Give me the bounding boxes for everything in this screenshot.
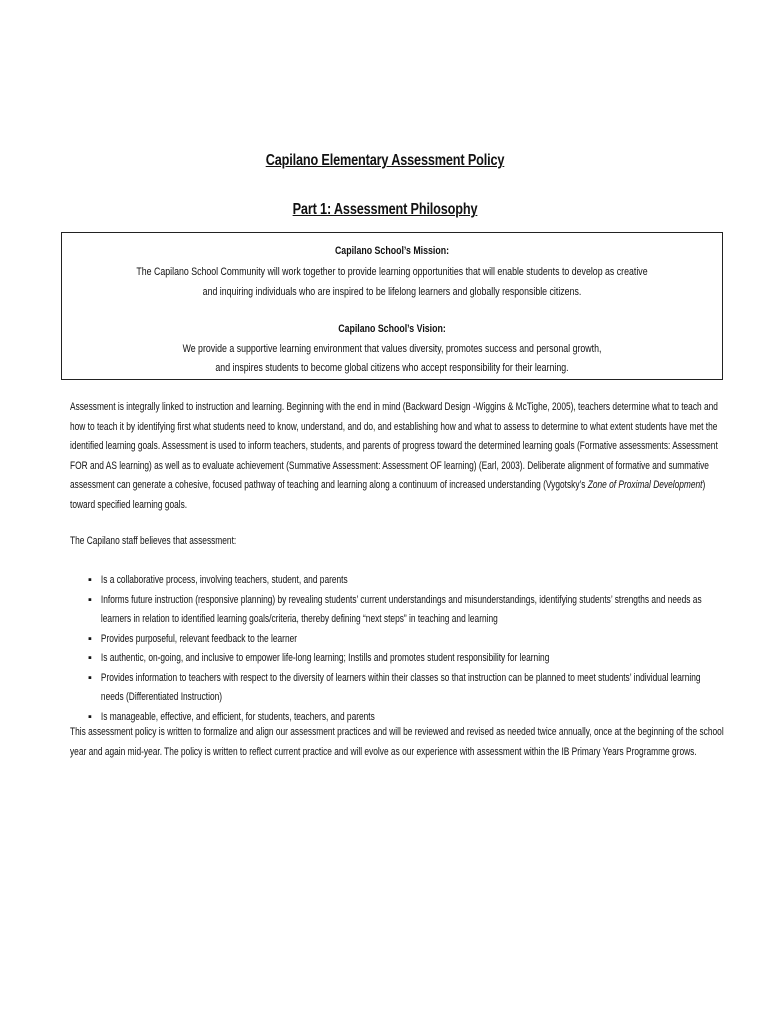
paragraph-line: toward specified learning goals.: [70, 498, 188, 511]
bullet-text-line: Informs future instruction (responsive planning) by revealing students’ current understandings and misunderstandings, identifying students’ strengths and needs as: [100, 593, 702, 606]
vision-text-line-2: and inspires students to become global citizens who accept responsibility for their learning.: [215, 362, 569, 374]
bullet-icon: ▪: [88, 593, 92, 606]
paragraph-line: year and again mid-year. The policy is written to reflect current practice and will evolve as our experience with assessment within the IB Primary Years Programme grows.: [70, 745, 697, 758]
bullet-text-line: Provides information to teachers with respect to the diversity of learners within their classes so that instruction can be planned to meet students’ individual learning: [100, 671, 701, 684]
bullet-icon: ▪: [88, 652, 92, 664]
assessment-paragraph: [70, 398, 731, 515]
mission-heading: Capilano School’s Mission:: [334, 245, 450, 257]
bullet-text-line: Is manageable, effective, and efficient, for students, teachers, and parents: [100, 710, 375, 723]
mission-vision-box: [61, 232, 723, 380]
paragraph-line: identified learning goals. Assessment is used to inform teachers, students, and parents of progress toward the determined learning goals (Formative assessments: Assessment: [70, 440, 718, 452]
list-item: [88, 649, 770, 669]
bullet-icon: ▪: [88, 632, 92, 645]
list-item: [88, 669, 770, 708]
mission-text-line-2: and inquiring individuals who are inspired to be lifelong learners and globally responsible citizens.: [202, 286, 582, 298]
mission-text-line-1: The Capilano School Community will work together to provide learning opportunities that will enable students to develop as creative: [136, 266, 648, 278]
paragraph-line: Assessment is integrally linked to instruction and learning. Beginning with the end in mind (Backward Design -Wiggins & McTighe, 2005), teachers determine what to teach and: [70, 401, 718, 413]
bullet-text-line: Is a collaborative process, involving teachers, student, and parents: [100, 574, 348, 586]
paragraph-line: [70, 476, 731, 496]
list-item: [88, 591, 770, 630]
bullet-text-line: needs (Differentiated Instruction): [100, 691, 223, 703]
vision-text-line-1: We provide a supportive learning environment that values diversity, promotes success and personal growth,: [182, 343, 602, 355]
bullet-text-line: Provides purposeful, relevant feedback to the learner: [100, 632, 298, 645]
bullet-icon: ▪: [88, 671, 92, 684]
paragraph-line: how to teach it by identifying first what students need to know, understand, and do, and establishing how and what to assess to determine to what extent students have met the: [70, 420, 718, 433]
paragraph-line: FOR and AS learning) as well as to evaluate achievement (Summative Assessment: Assessment OF learning) (Earl, 2003). Deliberate alignment of formative and summative: [70, 459, 709, 472]
list-item: [88, 630, 770, 650]
closing-paragraph: [70, 723, 731, 762]
paragraph-line: This assessment policy is written to formalize and align our assessment practices and will be reviewed and revised as needed twice annually, once at the beginning of the school: [70, 726, 724, 738]
bullet-icon: ▪: [88, 574, 92, 586]
paragraph-text: ): [702, 479, 706, 491]
bullet-text-line: Is authentic, on-going, and inclusive to empower life-long learning; Instills and promotes student responsibility for learning: [100, 652, 550, 664]
bullet-text-line: learners in relation to identified learning goals/criteria, thereby defining “next steps” in teaching and learning: [100, 613, 498, 625]
document-subtitle: Part 1: Assessment Philosophy: [292, 201, 478, 218]
paragraph-text: assessment can generate a cohesive, focused pathway of teaching and learning along a continuum of increased understanding (Vygotsky’s: [70, 479, 588, 491]
list-item: [88, 571, 770, 591]
bullet-icon: ▪: [88, 710, 92, 723]
assessment-beliefs-list: [88, 571, 770, 727]
staff-intro: The Capilano staff believes that assessment:: [70, 535, 237, 547]
vision-heading: Capilano School’s Vision:: [338, 323, 446, 335]
document-title: Capilano Elementary Assessment Policy: [265, 152, 505, 169]
zone-of-proximal-development: Zone of Proximal Development: [587, 479, 703, 491]
